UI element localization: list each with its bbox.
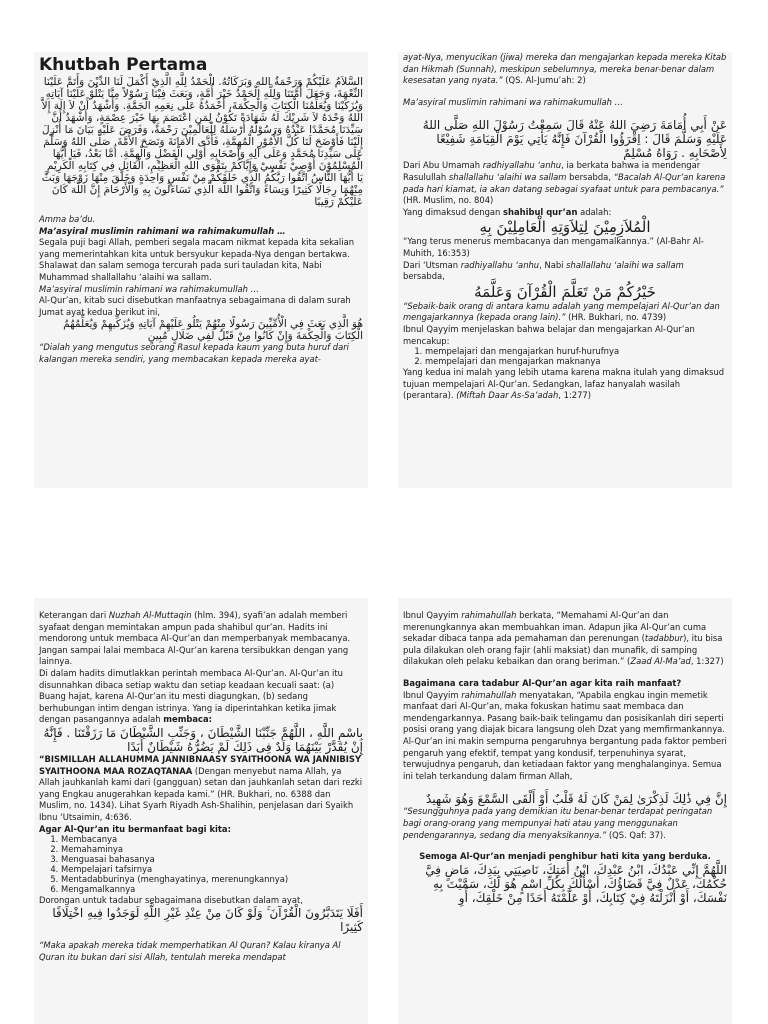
list-item: 3. Menguasai bahasanya [61, 855, 363, 865]
page-4 [398, 598, 732, 1024]
paragraph: Ibnul Qayyim rahimahullah berkata, “Memahami Al-Qur’an dan merenungkannya akan membuahkan iman. Adapun jika Al-Qur’an cuma sekadar dibaca tanpa ada pemahaman dan perenungan (tadabbur), itu bisa pula dilakukan oleh orang fajir (ahli maksiat) dan munafik, di samping dilakukan oleh pelaku kebaikan dan orang beriman.” (Zaad Al-Ma’ad, 1:327) [403, 610, 724, 667]
arabic-hadith: عَنْ أَبِي أُمَامَةَ رَضِيَ اللهُ عَنْهُ قَالَ سَمِعْتُ رَسُوْلَ اللهِ صَلَّى اللهُ عَلَيْهِ وَسَلَّمَ قَالَ : اِقْرَؤُوا الْقُرْآنَ فَإِنَّهُ يَأْتِي يَوْمَ الْقِيَامَةِ شَفِيْعًا لِأَصْحَابِهِ . رَوَاهُ مُسْلِمٌ [422, 118, 727, 161]
arabic-verse: إِنَّ فِي ذَٰلِكَ لَذِكْرَىٰ لِمَنْ كَانَ لَهُ قَلْبٌ أَوْ أَلْقَى السَّمْعَ وَهُوَ شَهِيدٌ [426, 792, 727, 807]
arabic-hadith: خَيْرُكُمْ مَنْ تَعَلَّمَ الْقُرْآنَ وَعَلَّمَهُ [474, 282, 656, 301]
arabic-opening: السَّلاَمُ عَلَيْكُمْ وَرَحْمَةُ اللهِ وَبَرَكَاتُهُ. الْحَمْدُ لِلَّهِ الَّذِيْ أَكْمَلَ لَنَا الدِّيْنَ وَأَتَمَّ عَلَيْنَا النِّعْمَةَ، وَجَعَلَ أُمَّتَنَا وَلِلَّهِ الْحَمْدُ خَيْرَ أُمَّةٍ، وَبَعَثَ فِيْنَا رَسُوْلاً مِنَّا يَتْلُوْ عَلَيْنَا آيَاتِهِ وَيُزَكِّيْنَا وَيُعَلِّمُنَا الْكِتَابَ وَالْحِكْمَةَ، أَحْمَدُهُ عَلَى نِعَمِهِ الْجَمَّةِ. وَأَشْهَدُ أَنْ لاَ إِلَهَ إِلاَّ اللهُ وَحْدَهُ لاَ شَرِيْكَ لَهُ شَهَادَةً تَكُوْنُ لِمَنِ اعْتَصَمَ بِهَا خَيْرَ عِصْمَةٍ، وَأَشْهَدُ أَنَّ سَيِّدَنَا مُحَمَّدًا عَبْدُهُ وَرَسُوْلُهُ أَرْسَلَهُ لِلْعَالَمِيْنَ رَحْمَةً، وَفَرَضَ عَلَيْهِ بَيَانَ مَا أُنْزِلَ إِلَيْنَا فَأَوْضَحَ لَنَا كُلَّ الأُمُوْرِ الْمُهِمَّةِ، فَأَدَّى الأَمَانَةَ وَنَصَحَ الأُمَّةَ. صَلَّى اللهُ وَسَلَّمَ عَلَى سَيِّدِنَا مُحَمَّدٍ وَعَلَى آلِهِ وَأَصْحَابِهِ أُوْلِي الْفَضْلِ وَالْهِمَّةِ. أَمَّا بَعْدُ، فَيَا أَيُّهَا الْمُسْلِمُوْنَ أُوْصِيْ نَفْسِيْ وَإِيَّاكُمْ بِتَقْوَى اللهِ الْعَظِيْمِ، الْقَائِلِ فِي كِتَابِهِ الْكَرِيْمِ يَا أَيُّهَا النَّاسُ اتَّقُوا رَبَّكُمُ الَّذِي خَلَقَكُمْ مِنْ نَفْسٍ وَاحِدَةٍ وَخَلَقَ مِنْهَا زَوْجَهَا وَبَثَّ مِنْهُمَا رِجَالًا كَثِيرًا وَنِسَاءً وَاتَّقُوا اللَّهَ الَّذِي تَسَاءَلُونَ بِهِ وَالْأَرْحَامَ إِنَّ اللَّهَ كَانَ عَلَيْكُمْ رَقِيبًا [41, 76, 363, 208]
list-item: 5. Mentadabburinya (menghayatinya, merenungkannya) [61, 875, 363, 885]
arabic-prayer: بِاسْمِ اللَّهِ ، اللَّهُمَّ جَنِّبْنَا الشَّيْطَانَ ، وَجَنِّبِ الشَّيْطَانَ مَا رَزَقْتَنَا . فَإِنَّهُ إِنْ يُقَدَّرْ بَيْنَهُمَا وَلَدٌ فِى ذَلِكَ لَمْ يَضُرُّهُ شَيْطَانٌ أَبَدًا [43, 725, 363, 754]
list-item: 1. Membacanya [61, 835, 363, 845]
greeting: Ma’asyiral muslimin rahimani wa rahimakumullah … [39, 225, 286, 236]
list-item: 6. Mengamalkannya [61, 885, 363, 895]
hadith-translation: “Sebaik-baik orang di antara kamu adalah yang mempelajari Al-Qur’an dan mengajarkannya (kepada orang lain).” (HR. Bukhari, no. 4739) [403, 300, 720, 323]
list-item: 2. mempelajari dan mengajarkan maknanya [425, 357, 727, 367]
page-2 [398, 52, 732, 488]
verse-translation: “Sesungguhnya pada yang demikian itu benar-benar terdapat peringatan bagi orang-orang yang mempunyai hati atau yang menggunakan pendengarannya, sedang dia menyaksikannya.” (QS. Qaf: 37). [403, 806, 713, 840]
numbered-list [39, 835, 363, 894]
section-heading: Agar Al-Qur’an itu bermanfaat bagi kita: [39, 823, 231, 834]
arabic-prayer: اللَّهُمَّ إِنِّي عَبْدُكَ، ابْنُ عَبْدِكَ، ابْنُ أَمَتِكَ، نَاصِيَتِي بِيَدِكَ، مَاضٍ فِيَّ حُكْمُكَ، عَدْلٌ فِيَّ قَضَاؤُكَ، أَسْأَلُكَ بِكُلِّ اسْمٍ هُوَ لَكَ، سَمَّيْتَ بِهِ نَفْسَكَ، أَوْ أَنْزَلْتَهُ فِيْ كِتَابِكَ، أَوْ عَلَّمْتَهُ أَحَدًا مِنْ خَلْقِكَ، أَوِ [425, 862, 727, 905]
verse-translation-continued: ayat-Nya, menyucikan (jiwa) mereka dan mengajarkan kepada mereka Kitab dan Hikmah (Sunnah), meskipun sebelumnya, mereka benar-benar dalam kesesatan yang nyata.” (QS. Al-Jumu’ah: 2) [403, 52, 727, 86]
list-item: 2. Memahaminya [61, 845, 363, 855]
paragraph: Ibnul Qayyim rahimahullah menyatakan, “Apabila engkau ingin memetik manfaat dari Al-Qur’an, maka fokuskan hatimu saat membaca dan mendengarkannya. Pasang baik-baik telingamu dan posisikanlah diri seperti posisi orang yang diajak bicara langsung oleh Dzat yang memfirmankannya. Al-Qur’an ini makin sempurna pengaruhnya bergantung pada faktor pemberi pengaruh yang efektif, tempat yang kondusif, terpenuhinya syarat, terwujudnya pengaruh, dan ketiadaan faktor yang menghalanginya. Semua ini telah terkandung dalam firman Allah, [403, 689, 727, 781]
paragraph: Dorongan untuk tadabur sebagaimana disebutkan dalam ayat, [39, 894, 303, 905]
verse-translation: “Dialah yang mengutus seorang Rasul kepada kaum yang buta huruf dari kalangan mereka sendiri, yang membacakan kepada mereka ayat- [39, 342, 349, 364]
phrase-translation: “Yang terus menerus membacanya dan mengamalkannya.” (Al-Bahr Al-Muhith, 16:353) [403, 236, 704, 258]
section-heading: Semoga Al-Qur’an menjadi penghibur hati kita yang berduka. [419, 851, 711, 862]
paragraph: Yang kedua ini malah yang lebih utama karena makna itulah yang dimaksud tujuan mempelajari Al-Qur’an. Sedangkan, lafaz hanyalah wasilah (perantara). (Miftah Daar As-Sa’adah, 1:277) [403, 366, 725, 401]
amma-bad: Amma ba’du. [39, 214, 96, 224]
section-heading: Bagaimana cara tadabur Al-Qur’an agar kita raih manfaat? [403, 677, 682, 688]
arabic-verse: أَفَلَا يَتَدَبَّرُونَ الْقُرْآنَ ۚ وَلَوْ كَانَ مِنْ عِنْدِ غَيْرِ اللَّهِ لَوَجَدُوا فِيهِ اخْتِلَافًا كَثِيرًا [52, 906, 363, 935]
paragraph: Dari ‘Utsman radhiyallahu ‘anhu, Nabi shallallahu ‘alaihi wa sallam bersabda, [403, 259, 684, 282]
verse-translation: “Maka apakah mereka tidak memperhatikan Al Quran? Kalau kiranya Al Quran itu bukan dari sisi Allah, tentulah mereka mendapat [39, 940, 341, 962]
paragraph: Yang dimaksud dengan shahibul qur’an adalah: [403, 206, 612, 217]
numbered-list [403, 347, 727, 367]
paragraph: Ibnul Qayyim menjelaskan bahwa belajar dan mengajarkan Al-Qur’an mencakup: [403, 323, 695, 346]
arabic-verse: هُوَ الَّذِي بَعَثَ فِي الْأُمِّيِّينَ رَسُولًا مِنْهُمْ يَتْلُو عَلَيْهِمْ آيَاتِهِ وَيُزَكِّيهِمْ وَيُعَلِّمُهُمُ الْكِتَابَ وَالْحِكْمَةَ وَإِنْ كَانُوا مِنْ قَبْلُ لَفِي ضَلَالٍ مُبِينٍ [63, 318, 363, 343]
greeting: Ma’asyiral muslimin rahimani wa rahimakumullah … [39, 283, 259, 294]
list-item: 4. Mempelajari tafsirnya [61, 865, 363, 875]
paragraph: Keterangan dari Nuzhah Al-Muttaqin (hlm. 394), syafi’an adalah memberi syafaat dengan memintakan ampun pada shahibul qur’an. Hadits ini mendorong untuk membaca Al-Qur’an dan memperbanyak membacanya. Jangan sampai lalai membaca Al-Qur’an karena tersibukkan dengan yang lainnya. [39, 610, 351, 667]
prayer-translation: “BISMILLAH ALLAHUMMA JANNIBNAASY SYAITHOONA WA JANNIBISY SYAITHOONA MAA ROZAQTANAA (Dengan menyebut nama Allah, ya Allah jauhkanlah kami dari (gangguan) setan dan jauhkanlah setan dari rezki yang Engkau anugerahkan kepada kami.” (HR. Bukhari, no. 6388 dan Muslim, no. 1434). Lihat Syarh Riyadh Ash-Shalihin, penjelasan dari Syaikh Ibnu ‘Utsaimin, 4:636. [39, 753, 363, 822]
greeting: Ma’asyiral muslimin rahimani wa rahimakumullah … [403, 96, 623, 107]
page-title: Khutbah Pertama [39, 55, 208, 75]
page-1 [34, 52, 368, 488]
page-3 [34, 598, 368, 1024]
hadith-translation: Dari Abu Umamah radhiyallahu ‘anhu, ia berkata bahwa ia mendengar Rasulullah shallallahu ‘alaihi wa sallam bersabda, “Bacalah Al-Qur’an karena pada hari kiamat, ia akan datang sebagai syafaat untuk para pembacanya.” (HR. Muslim, no. 804) [403, 160, 726, 206]
paragraph: Segala puji bagi Allah, pemberi segala macam nikmat kepada kita sekalian yang memerintahkan kita untuk bersyukur kepada-Nya dengan bertakwa. Shalawat dan salam semoga tercurah pada suri tauladan kita, Nabi Muhammad shallallahu ‘alaihi wa sallam. [39, 237, 355, 282]
list-item: 1. mempelajari dan mengajarkan huruf-hurufnya [425, 347, 727, 357]
arabic-phrase: الْمُلاَزِمِيْنَ لِتِلاَوَتِهِ الْعَامِلِيْنَ بِهِ [479, 218, 651, 237]
paragraph: Al-Qur’an, kitab suci disebutkan manfaatnya sebagaimana di dalam surah Jumat ayat kedua berikut ini, [39, 295, 351, 317]
paragraph: Di dalam hadits dimutlakkan perintah membaca Al-Qur’an. Al-Qur’an itu disunnahkan dibaca setiap waktu dan setiap keadaan kecuali saat: (a) Buang hajat, karena Al-Qur’an itu mesti diagungkan, (b) sedang berhubungan intim dengan istrinya. Yang ia diperintahkan ketika jimak dengan pasangannya adalah membaca: [39, 667, 343, 725]
